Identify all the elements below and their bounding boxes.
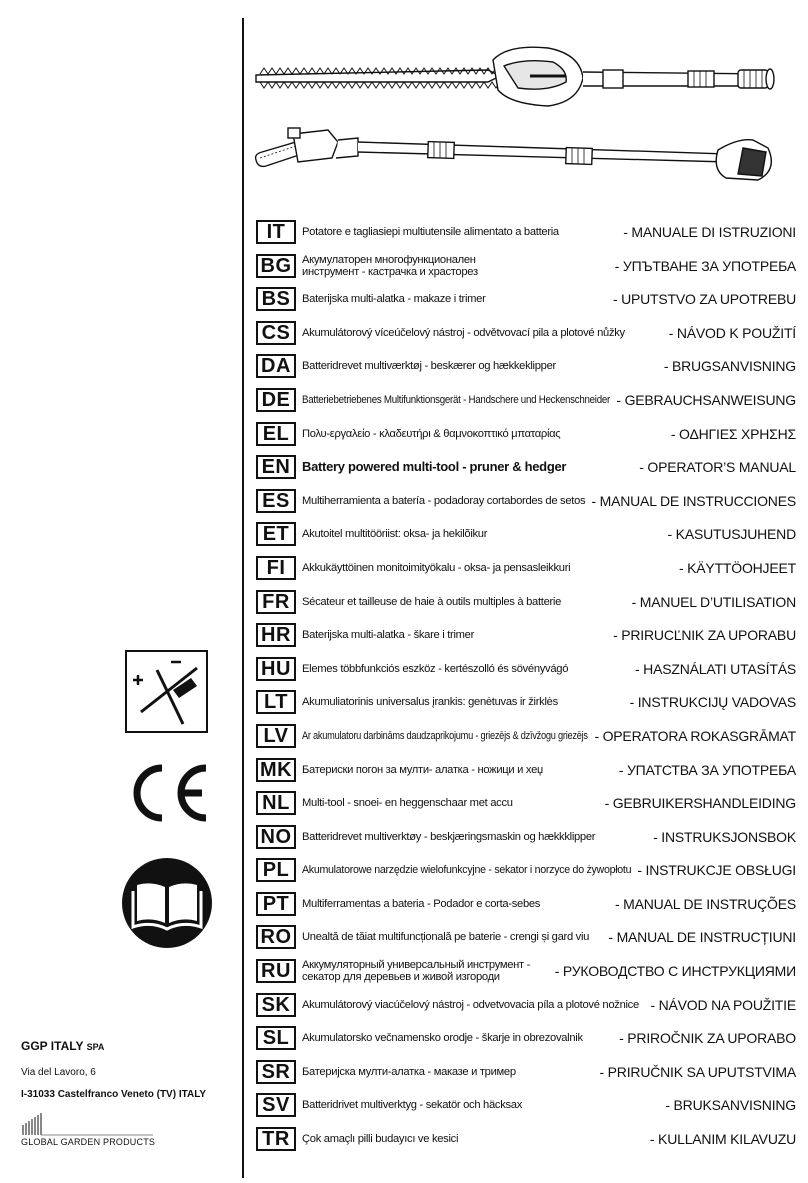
language-code: MK <box>256 758 296 782</box>
language-manual: - УПАТСТВА ЗА УПОТРЕБА <box>618 761 796 778</box>
language-manual: - MANUAL DE INSTRUÇÕES <box>615 895 796 912</box>
language-manual: - PRIROČNIK ZA UPORABO <box>619 1030 796 1047</box>
language-code: CS <box>256 321 296 345</box>
language-title: Çok amaçlı pilli budayıcı ve kesici <box>302 1133 459 1146</box>
language-title: Аккумуляторный универсальный инструмент - секатор для деревьев и живой изгороди <box>302 959 531 984</box>
language-manual: - MANUAL DE INSTRUCȚIUNI <box>608 929 796 946</box>
language-code: FR <box>256 590 296 614</box>
language-manual: - PRIRUCĽNIK ZA UPORABU <box>613 627 796 644</box>
company-suffix: SPA <box>86 1042 105 1052</box>
language-title: Sécateur et tailleuse de haie à outils multiples à batterie <box>302 595 562 608</box>
language-code: EL <box>256 422 296 446</box>
language-manual: - MANUEL D’UTILISATION <box>631 593 796 610</box>
language-code: BG <box>256 254 296 278</box>
language-manual: - PRIRUČNIK SA UPUTSTVIMA <box>599 1063 796 1080</box>
language-manual: - INSTRUKSJONSBOK <box>653 828 796 845</box>
company-city: I-31033 Castelfranco Veneto (TV) ITALY <box>21 1089 207 1100</box>
language-manual: - ΟΔΗΓΙΕΣ ΧΡΗΣΗΣ <box>670 425 796 442</box>
language-row-bg <box>256 251 796 285</box>
language-title: Батеријска мулти-алатка - маказе и тример <box>302 1065 516 1078</box>
language-code: PL <box>256 858 296 882</box>
language-title: Multiferramentas a bateria - Podador e corta-sebes <box>302 897 541 910</box>
language-title: Baterijska multi-alatka - škare i trimer <box>302 629 475 642</box>
language-code: NL <box>256 791 296 815</box>
language-title: Πολυ-εργαλείο - κλαδευτήρι & θαμνοκοπτικό μπαταρίας <box>302 427 561 440</box>
language-manual: - INSTRUKCIJŲ VADOVAS <box>629 694 796 711</box>
language-code: EN <box>256 455 296 479</box>
language-row-de <box>256 385 796 419</box>
language-title: Elemes többfunkciós eszköz - kertészolló és sövényvágó <box>302 662 569 675</box>
language-row-pl <box>256 855 796 889</box>
language-code: PT <box>256 892 296 916</box>
company-name-text: GGP ITALY <box>21 1039 84 1053</box>
hedge-trimmer-attachment-drawing <box>256 47 774 106</box>
language-title: Battery powered multi-tool - pruner & hedger <box>302 459 567 475</box>
language-title: Akumulatorsko večnamensko orodje - škarje in obrezovalnik <box>302 1032 583 1045</box>
language-title: Baterijska multi-alatka - makaze i trimer <box>302 293 486 306</box>
language-code: BS <box>256 287 296 311</box>
language-code: HR <box>256 623 296 647</box>
language-title: Akumulátorový viacúčelový nástroj - odvetvovacia píla a plotové nožnice <box>302 998 639 1011</box>
language-manual: - KASUTUSJUHEND <box>667 526 796 543</box>
read-manual-book-icon <box>121 857 213 949</box>
language-manual: - NÁVOD K POUŽITÍ <box>668 324 796 341</box>
language-title: Unealtă de tăiat multifuncțională pe baterie - crengi și gard viu <box>302 931 590 944</box>
pole-pruner-attachment-drawing <box>256 128 772 180</box>
language-title: Batteridrevet multiværktøj - beskærer og hækkeklipper <box>302 360 556 373</box>
language-code: HU <box>256 657 296 681</box>
language-title: Акумулаторен многофункционален инструмент - кастрачка и храсторез <box>302 253 478 278</box>
language-manual: - GEBRAUCHSANWEISUNG <box>616 391 796 408</box>
language-row-pt <box>256 889 796 923</box>
language-title: Batteriebetriebenes Multifunktionsgerät - Handschere und Heckenschneider <box>302 393 611 406</box>
language-title: Batteridrevet multiverktøy - beskjæringsmaskin og hækkklipper <box>302 830 596 843</box>
language-manual: - KÄYTTÖOHJEET <box>679 559 796 576</box>
language-code: SL <box>256 1026 296 1050</box>
language-row-no <box>256 822 796 856</box>
language-row-et <box>256 519 796 553</box>
language-code: LV <box>256 724 296 748</box>
language-manual: - РУКОВОДСТВО С ИНСТРУКЦИЯМИ <box>554 963 796 980</box>
language-row-es <box>256 486 796 520</box>
language-manual: - MANUAL DE INSTRUCCIONES <box>591 492 796 509</box>
language-title: Ar akumulatoru darbināms daudzaprikojumu - griezējs & dzīvžogu griezējs <box>302 729 588 742</box>
language-row-tr <box>256 1124 796 1158</box>
language-title: Multiherramienta a batería - podadoray cortabordes de setos <box>302 494 586 507</box>
language-manual: - INSTRUKCJE OBSŁUGI <box>637 862 796 879</box>
language-title: Akumulatorowe narzędzie wielofunkcyjne - sekator i norzyce do żywopłotu <box>302 864 632 877</box>
language-row-bs <box>256 284 796 318</box>
language-title: Akumuliatorinis universalus įrankis: genėtuvas ir žirklės <box>302 696 558 709</box>
language-row-hr <box>256 620 796 654</box>
product-drawings <box>248 30 793 200</box>
language-row-mk <box>256 755 796 789</box>
language-manual: - NÁVOD NA POUŽITIE <box>650 996 796 1013</box>
language-manual: - BRUGSANVISNING <box>663 358 796 375</box>
language-title: Batteridrivet multiverktyg - sekatör och häcksax <box>302 1099 523 1112</box>
language-title: Potatore e tagliasiepi multiutensile alimentato a batteria <box>302 226 559 238</box>
language-code: TR <box>256 1127 296 1151</box>
ce-mark-icon <box>124 762 210 824</box>
language-code: DA <box>256 354 296 378</box>
language-manual: - УПЪТВАНЕ ЗА УПОТРЕБА <box>614 257 796 274</box>
company-address: Via del Lavoro, 6 <box>21 1067 96 1078</box>
language-code: RO <box>256 925 296 949</box>
language-manual: - MANUALE DI ISTRUZIONI <box>623 224 796 240</box>
language-row-ru <box>256 956 796 990</box>
language-title: Батериски погон за мулти- алатка - ножици и хеџ <box>302 763 543 776</box>
language-title: Akutoitel multitööriist: oksa- ja hekilõikur <box>302 528 488 541</box>
language-manual: - BRUKSANVISNING <box>665 1097 796 1114</box>
language-row-cs <box>256 318 796 352</box>
language-row-fi <box>256 553 796 587</box>
language-row-sk <box>256 990 796 1024</box>
language-code: IT <box>256 220 296 244</box>
vertical-divider-line <box>242 18 244 1178</box>
language-list <box>256 217 796 1158</box>
language-row-sv <box>256 1090 796 1124</box>
multi-tool-symbol-icon <box>125 650 208 733</box>
language-code: FI <box>256 556 296 580</box>
language-manual: - HASZNÁLATI UTASÍTÁS <box>635 660 796 677</box>
language-row-fr <box>256 587 796 621</box>
language-manual: - OPERATORA ROKASGRĀMAT <box>594 727 796 744</box>
language-row-ro <box>256 922 796 956</box>
language-row-sr <box>256 1057 796 1091</box>
language-row-en <box>256 452 796 486</box>
language-row-hu <box>256 654 796 688</box>
language-manual: - UPUTSTVO ZA UPOTREBU <box>612 291 796 308</box>
logo-text: GLOBAL GARDEN PRODUCTS <box>21 1137 156 1147</box>
language-row-sl <box>256 1023 796 1057</box>
language-row-lv <box>256 721 796 755</box>
language-code: LT <box>256 690 296 714</box>
language-code: SR <box>256 1060 296 1084</box>
company-name <box>21 1039 104 1053</box>
language-code: DE <box>256 388 296 412</box>
language-title: Multi-tool - snoei- en heggenschaar met accu <box>302 797 513 810</box>
language-row-lt <box>256 687 796 721</box>
language-title: Akkukäyttöinen monitoimityökalu - oksa- ja pensasleikkuri <box>302 561 571 574</box>
language-row-nl <box>256 788 796 822</box>
language-code: ES <box>256 489 296 513</box>
language-title: Akumulátorový víceúčelový nástroj - odvětvovací pila a plotové nůžky <box>302 326 625 339</box>
language-code: SK <box>256 993 296 1017</box>
language-code: SV <box>256 1093 296 1117</box>
language-manual: - KULLANIM KILAVUZU <box>649 1131 796 1148</box>
language-code: ET <box>256 522 296 546</box>
language-code: RU <box>256 959 296 983</box>
language-code: NO <box>256 825 296 849</box>
language-manual: - GEBRUIKERSHANDLEIDING <box>604 795 796 812</box>
language-row-el <box>256 419 796 453</box>
language-row-da <box>256 351 796 385</box>
language-row-it <box>256 217 796 251</box>
language-manual: - OPERATOR’S MANUAL <box>639 459 796 476</box>
